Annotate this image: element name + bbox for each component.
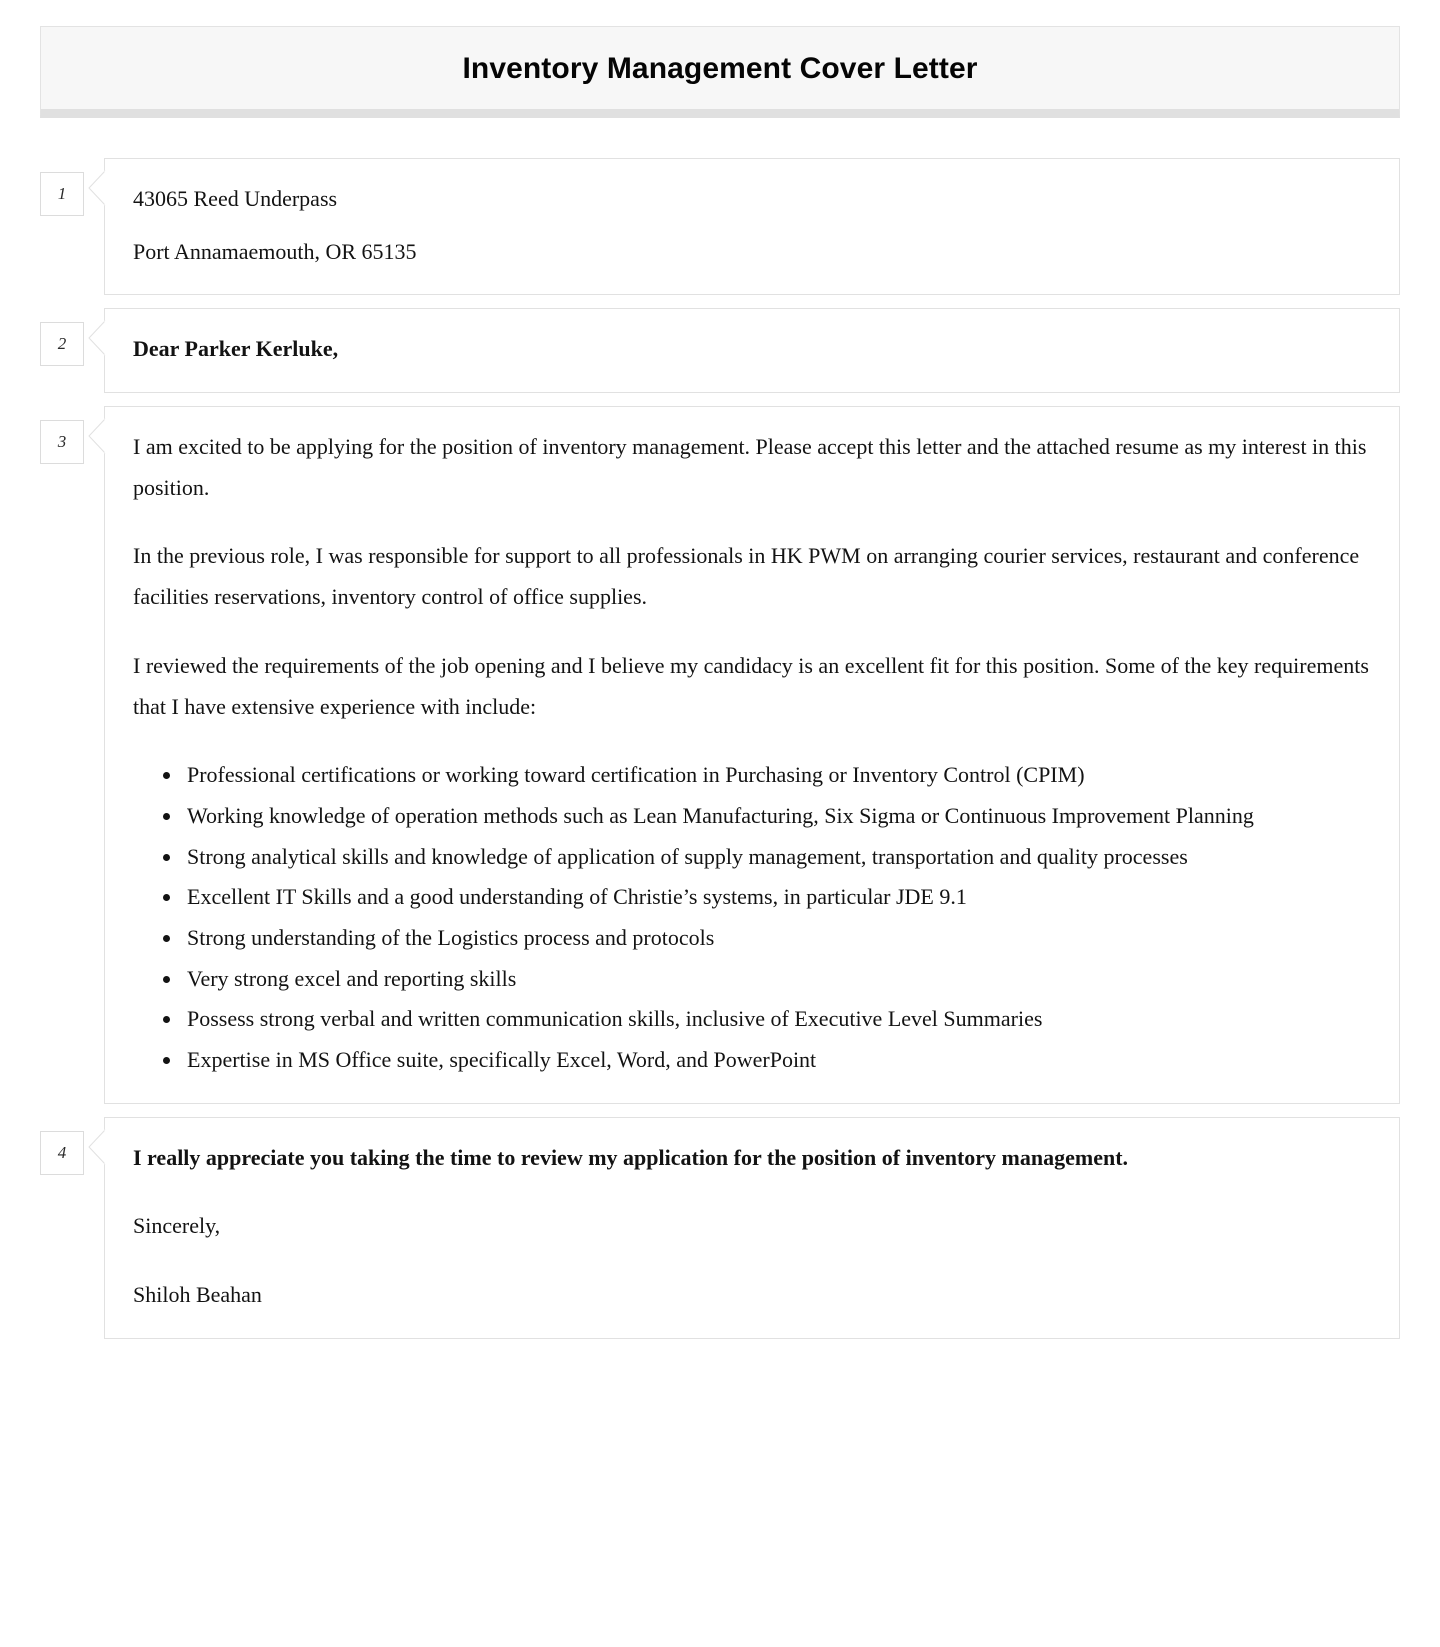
section-closing <box>40 1117 1400 1339</box>
requirements-list <box>133 755 1373 1081</box>
section-number-label: 4 <box>57 1142 67 1162</box>
section-address <box>40 158 1400 295</box>
section-number-label: 3 <box>57 432 67 452</box>
closing-statement: I really appreciate you taking the time to review my application for the position of inventory management. <box>133 1144 1129 1170</box>
address-line-2: Port Annamaemouth, OR 65135 <box>133 238 417 264</box>
section-number-badge-1[interactable] <box>40 172 84 216</box>
section-body-paragraphs[interactable] <box>104 406 1400 1104</box>
section-salutation <box>40 308 1400 393</box>
section-number-badge-3[interactable] <box>40 420 84 464</box>
list-item: • Possess strong verbal and written communication skills, inclusive of Executive Level Summaries <box>183 999 1373 1040</box>
chevron-left-icon <box>88 1129 106 1165</box>
list-item: • Working knowledge of operation methods such as Lean Manufacturing, Six Sigma or Continuous Improvement Planning <box>183 796 1373 837</box>
salutation-text: Dear Parker Kerluke, <box>133 336 339 362</box>
section-number-badge-4[interactable] <box>40 1131 84 1175</box>
list-item: • Expertise in MS Office suite, specifically Excel, Word, and PowerPoint <box>183 1040 1373 1081</box>
sections-list <box>0 158 1440 1339</box>
signature-name: Shiloh Beahan <box>133 1282 262 1308</box>
body-paragraph: I am excited to be applying for the position of inventory management. Please accept this letter and the attached resume as my interest in this position. <box>133 434 1367 500</box>
list-item: • Strong analytical skills and knowledge of application of supply management, transportation and quality processes <box>183 837 1373 878</box>
list-item: • Professional certifications or working toward certification in Purchasing or Inventory Control (CPIM) <box>183 755 1373 796</box>
document-header <box>40 26 1400 118</box>
section-body-closing[interactable] <box>104 1117 1400 1339</box>
section-body-content <box>40 406 1400 1104</box>
list-item: • Excellent IT Skills and a good understanding of Christie’s systems, in particular JDE 9.1 <box>183 877 1373 918</box>
section-number-label: 1 <box>57 184 67 203</box>
address-line-1: 43065 Reed Underpass <box>133 186 338 211</box>
cover-letter-page <box>0 26 1440 1339</box>
chevron-left-icon <box>88 418 106 454</box>
section-body-address[interactable] <box>104 158 1400 295</box>
page-title: Inventory Management Cover Letter <box>462 52 978 85</box>
body-paragraph: In the previous role, I was responsible for support to all professionals in HK PWM on arranging courier services, restaurant and conference facilities reservations, inventory control of office supplies. <box>133 543 1360 610</box>
body-paragraph: I reviewed the requirements of the job opening and I believe my candidacy is an excellent fit for this position. Some of the key requirements that I have extensive experience with include: <box>133 652 1369 719</box>
section-number-badge-2[interactable] <box>40 322 84 366</box>
chevron-left-icon <box>88 170 106 206</box>
section-body-salutation[interactable] <box>104 308 1400 393</box>
list-item: • Strong understanding of the Logistics process and protocols <box>183 918 1373 959</box>
chevron-left-icon <box>88 320 106 356</box>
signoff-text: Sincerely, <box>133 1213 221 1239</box>
section-number-label: 2 <box>57 334 67 354</box>
list-item: • Very strong excel and reporting skills <box>183 959 1373 1000</box>
